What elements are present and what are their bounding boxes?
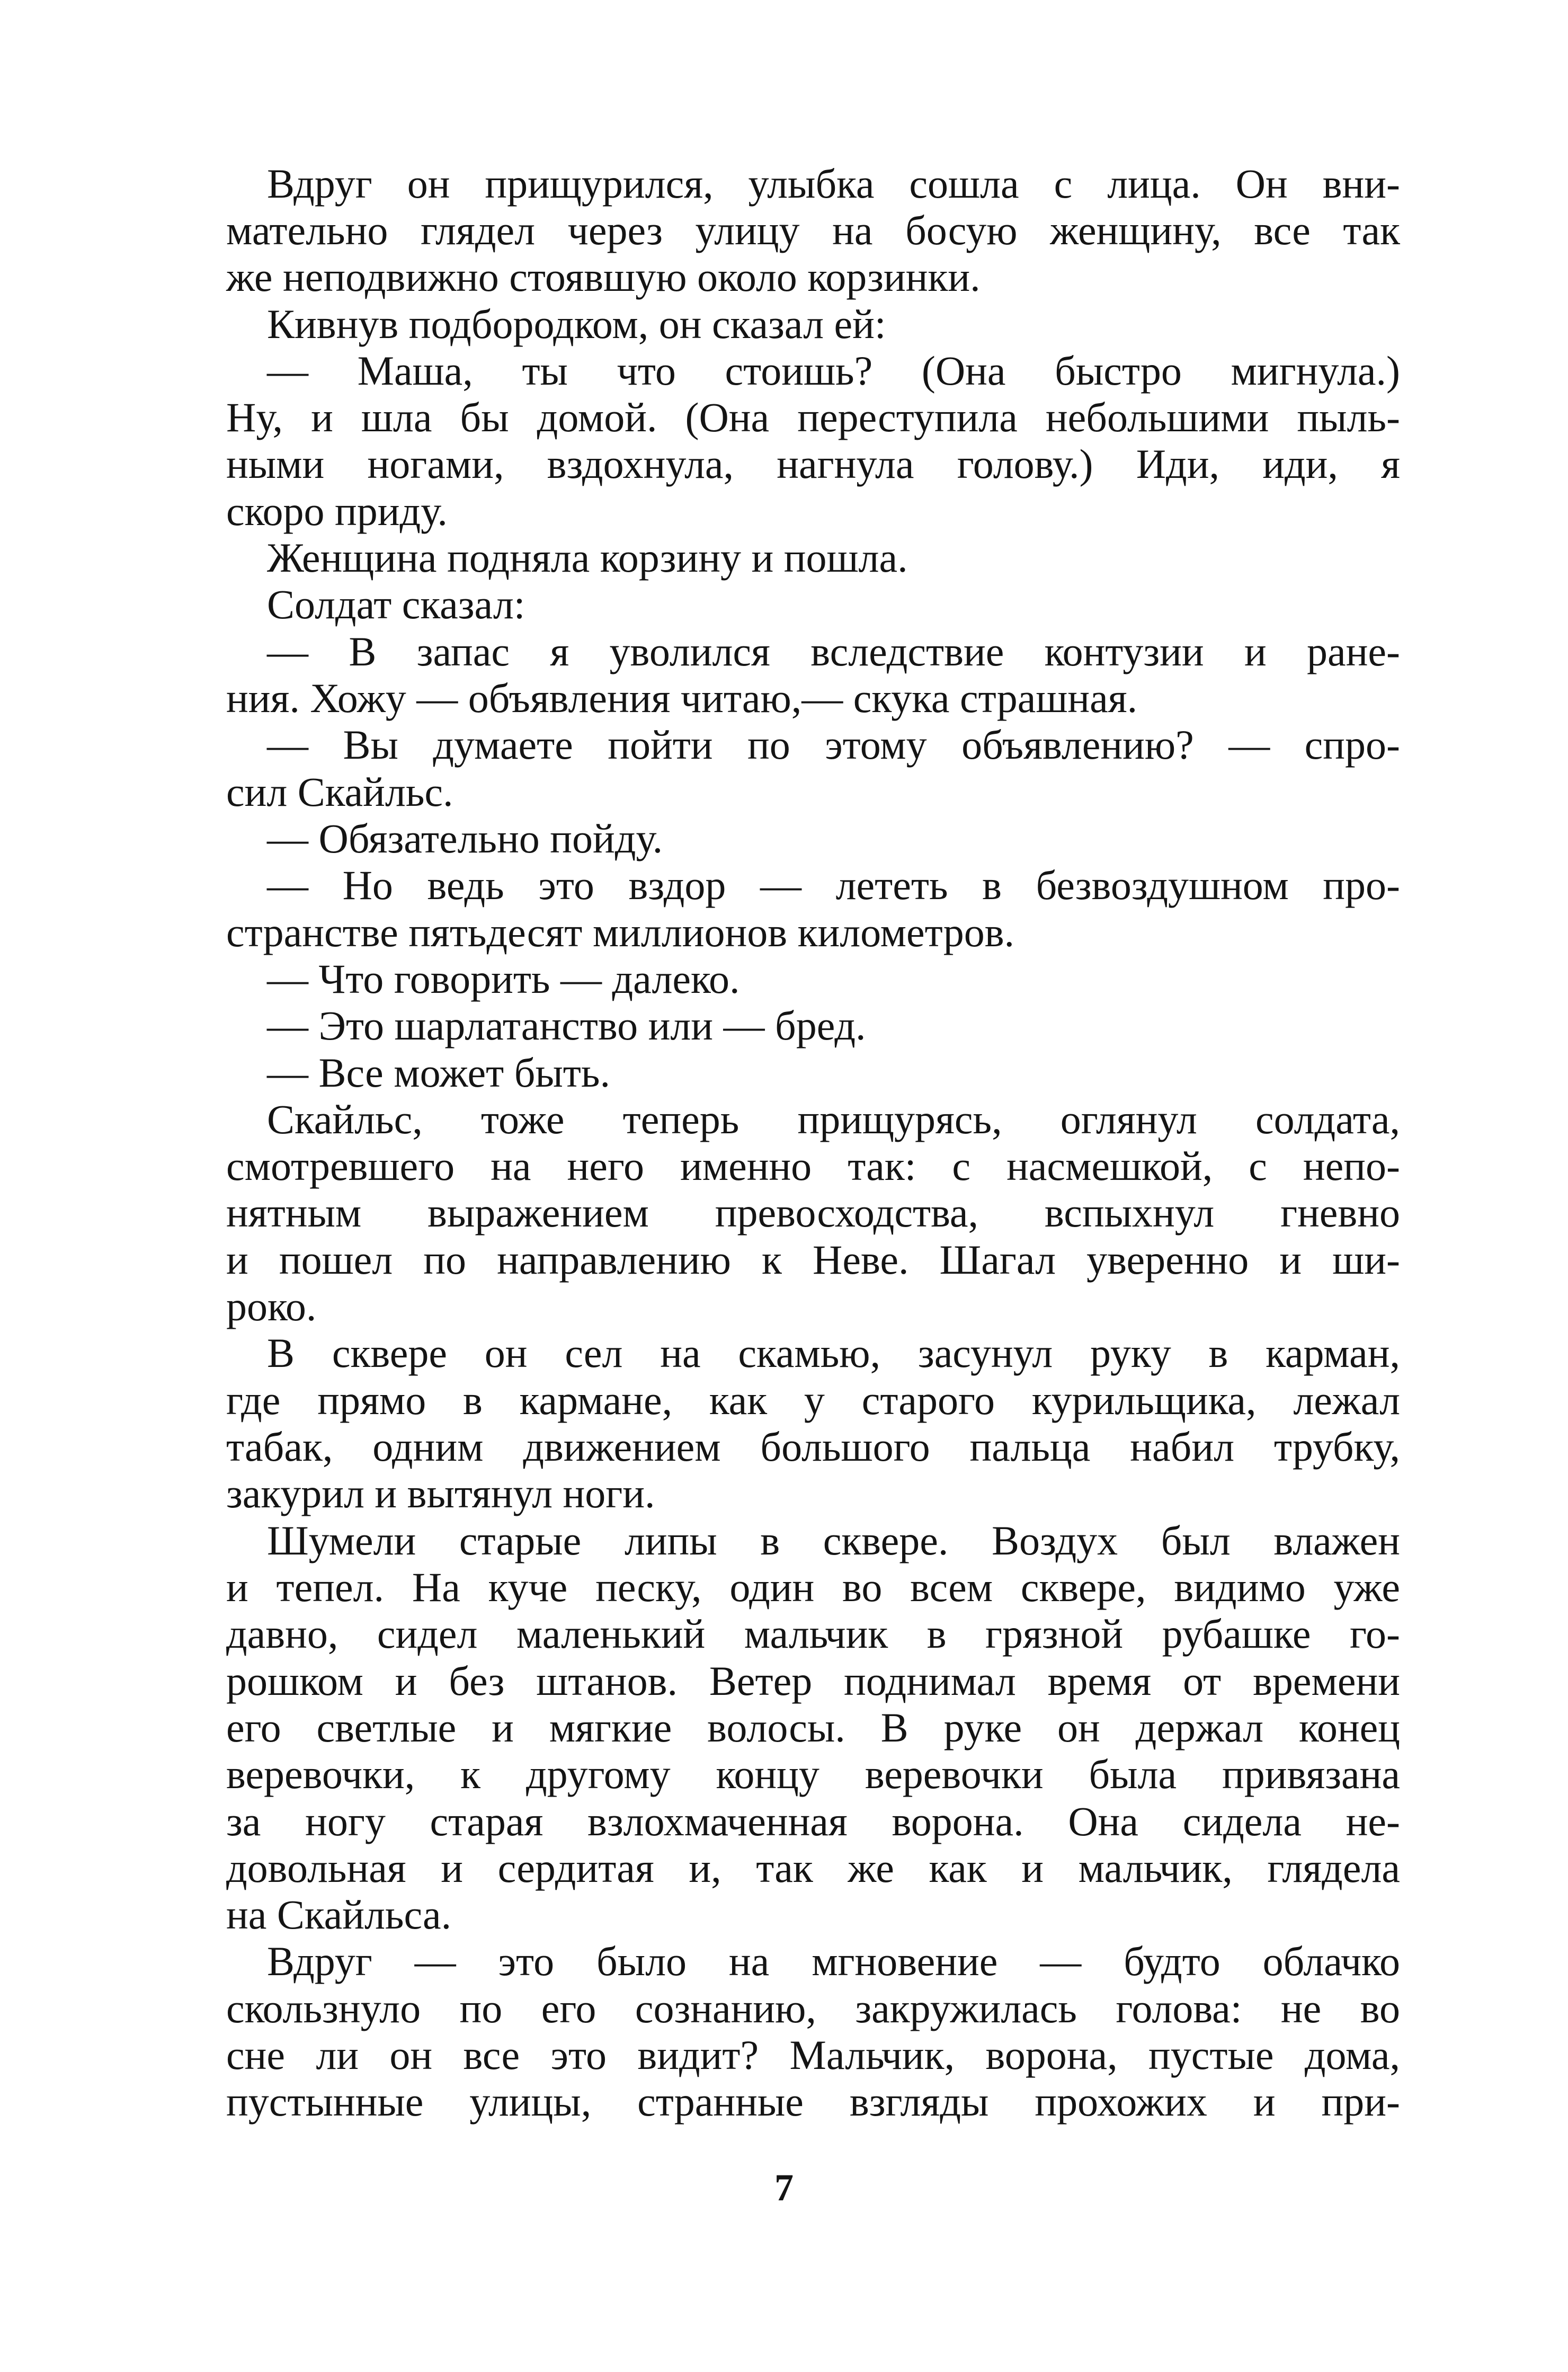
text-line: В сквере он сел на скамью, засунул руку в карман, bbox=[267, 1330, 1400, 1376]
text-line: — Обязательно пойду. bbox=[267, 815, 663, 861]
text-line: и пошел по направлению к Неве. Шагал уверенно и ши- bbox=[226, 1237, 1400, 1283]
text-line: табак, одним движением большого пальца набил трубку, bbox=[226, 1424, 1400, 1470]
text-line: смотревшего на него именно так: с насмешкой, с непо- bbox=[226, 1143, 1400, 1189]
text-line: Вдруг он прищурился, улыбка сошла с лица. Он вни- bbox=[267, 161, 1400, 207]
text-line: сил Скайльс. bbox=[226, 769, 453, 815]
text-line: мательно глядел через улицу на босую женщину, все так bbox=[226, 207, 1400, 253]
text-line: — Вы думаете пойти по этому объявлению? — спро- bbox=[267, 722, 1400, 768]
text-line: Кивнув подбородком, он сказал ей: bbox=[267, 301, 886, 347]
text-line: пустынные улицы, странные взгляды прохожих и при- bbox=[226, 2078, 1400, 2125]
text-line: Вдруг — это было на мгновение — будто облачко bbox=[267, 1938, 1400, 1984]
text-line: — В запас я уволился вследствие контузии и ране- bbox=[267, 628, 1400, 674]
text-line: Шумели старые липы в сквере. Воздух был влажен bbox=[267, 1517, 1400, 1563]
text-line: на Скайльса. bbox=[226, 1891, 452, 1938]
text-line: нятным выражением превосходства, вспыхнул гневно bbox=[226, 1189, 1400, 1236]
text-line: довольная и сердитая и, так же как и мальчик, глядела bbox=[226, 1845, 1400, 1891]
text-line: сне ли он все это видит? Мальчик, ворона, пустые дома, bbox=[226, 2032, 1400, 2078]
text-line: ния. Хожу — объявления читаю,— скука страшная. bbox=[226, 675, 1138, 721]
text-line: роко. bbox=[226, 1283, 317, 1329]
text-line: закурил и вытянул ноги. bbox=[226, 1470, 655, 1516]
text-line: рошком и без штанов. Ветер поднимал время от времени bbox=[226, 1658, 1400, 1704]
text-line: его светлые и мягкие волосы. В руке он держал конец bbox=[226, 1704, 1400, 1751]
text-line: веревочки, к другому концу веревочки была привязана bbox=[226, 1751, 1400, 1797]
text-line: — Все может быть. bbox=[267, 1050, 610, 1096]
text-line: давно, сидел маленький мальчик в грязной рубашке го- bbox=[226, 1611, 1400, 1657]
text-line: и тепел. На куче песку, один во всем сквере, видимо уже bbox=[226, 1564, 1400, 1610]
text-line: — Это шарлатанство или — бред. bbox=[267, 1002, 866, 1049]
text-line: Скайльс, тоже теперь прищурясь, оглянул солдата, bbox=[267, 1096, 1400, 1142]
text-line: скользнуло по его сознанию, закружилась голова: не во bbox=[226, 1985, 1400, 2031]
text-line: ными ногами, вздохнула, нагнула голову.) Иди, иди, я bbox=[226, 441, 1400, 487]
text-line: Женщина подняла корзину и пошла. bbox=[267, 535, 908, 581]
text-line: — Маша, ты что стоишь? (Она быстро мигнула.) bbox=[267, 348, 1400, 394]
text-line: — Что говорить — далеко. bbox=[267, 956, 740, 1002]
text-line: где прямо в кармане, как у старого курильщика, лежал bbox=[226, 1377, 1400, 1423]
text-line: Ну, и шла бы домой. (Она переступила небольшими пыль- bbox=[226, 394, 1400, 440]
text-line: странстве пятьдесят миллионов километров. bbox=[226, 909, 1015, 955]
text-line: Солдат сказал: bbox=[267, 581, 525, 627]
page-number: 7 bbox=[774, 2166, 794, 2209]
text-line: за ногу старая взлохмаченная ворона. Она сидела не- bbox=[226, 1798, 1400, 1844]
text-line: же неподвижно стоявшую около корзинки. bbox=[226, 254, 981, 300]
text-line: — Но ведь это вздор — лететь в безвоздушном про- bbox=[267, 862, 1400, 908]
text-line: скоро приду. bbox=[226, 488, 448, 534]
